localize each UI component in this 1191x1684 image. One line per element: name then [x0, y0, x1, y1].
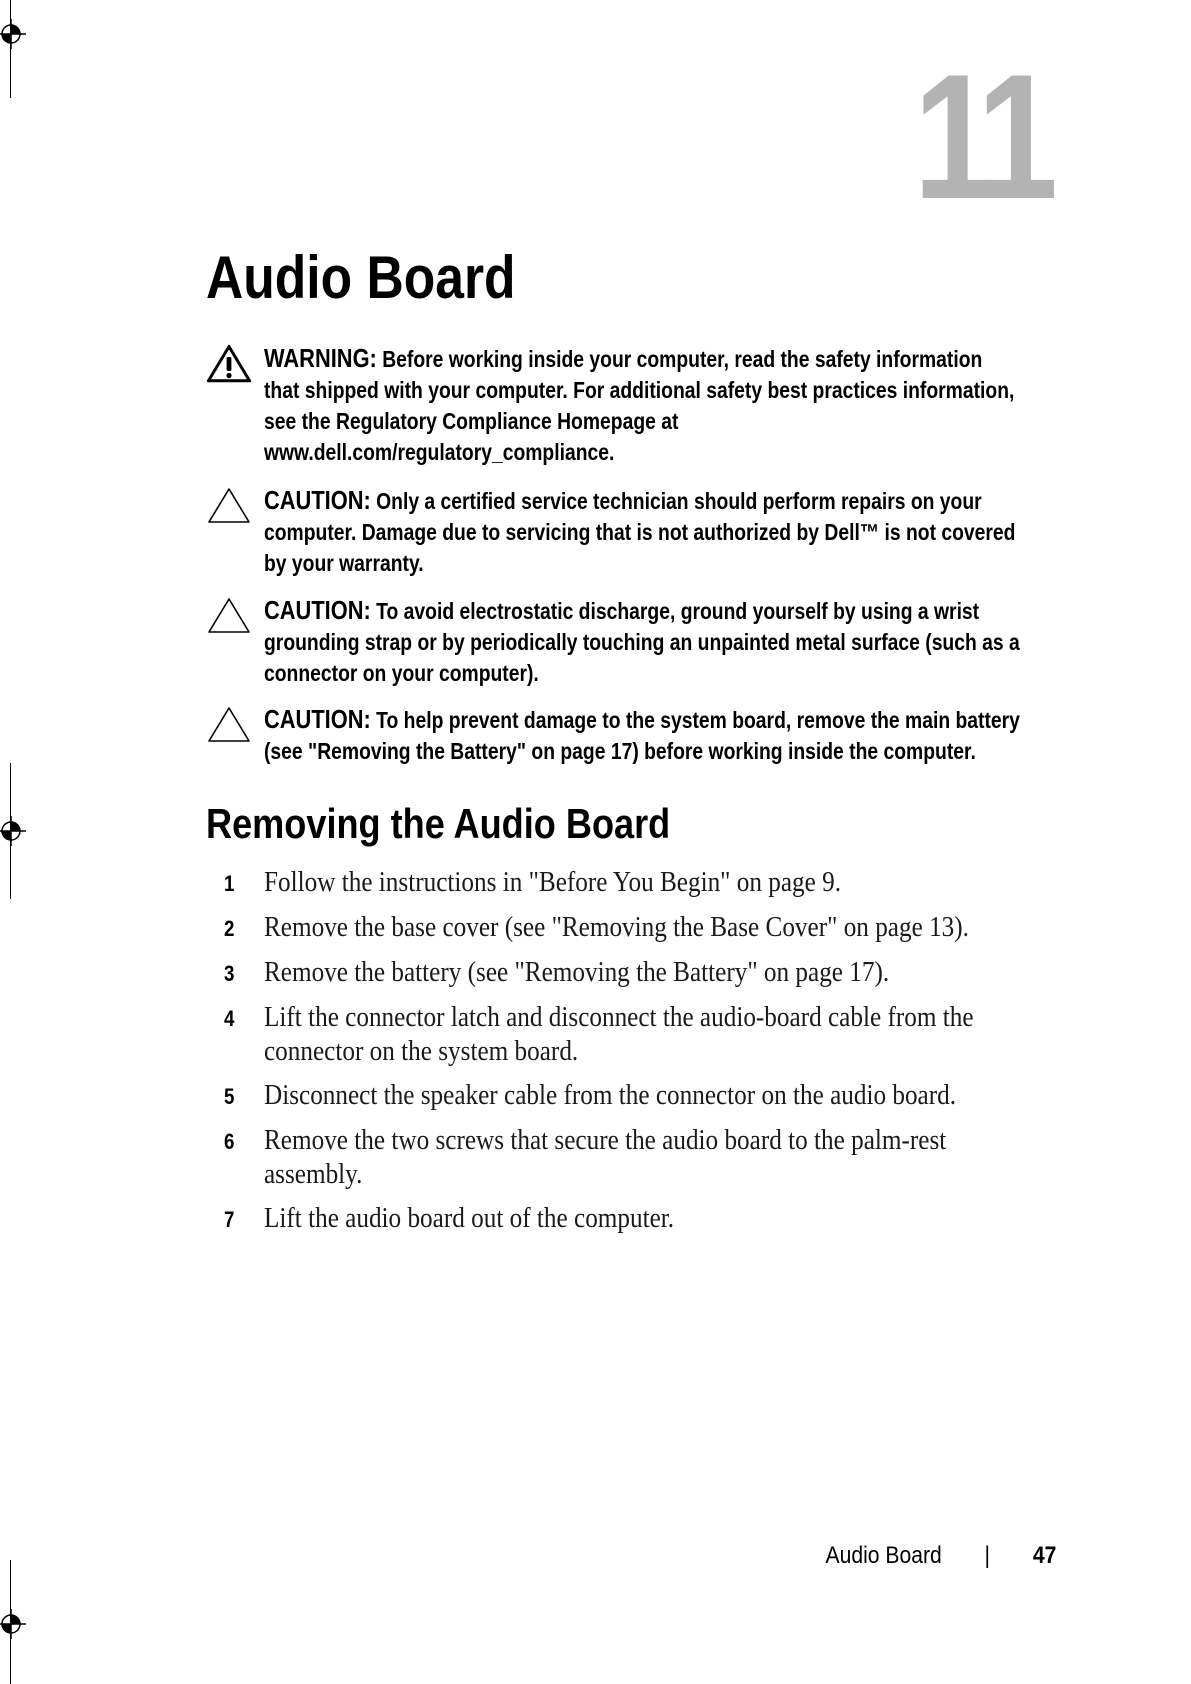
step-line: Follow the instructions in "Before You Begin" on page 9. — [264, 867, 842, 898]
caution-label: CAUTION: — [264, 595, 371, 625]
footer-separator: | — [984, 1542, 990, 1569]
step-line: Remove the two screws that secure the audio board to the palm-rest — [264, 1125, 947, 1156]
step-number: 1 — [224, 871, 235, 896]
caution-triangle-icon — [206, 595, 252, 635]
caution-triangle-icon — [206, 704, 252, 744]
step-line: assembly. — [264, 1159, 363, 1190]
page-footer — [825, 1541, 1056, 1571]
step-text — [264, 866, 1056, 900]
step-text — [264, 1202, 1056, 1236]
warning-label: WARNING: — [264, 343, 377, 373]
page-number: 47 — [1032, 1542, 1056, 1569]
step-line: Disconnect the speaker cable from the connector on the audio board. — [264, 1080, 957, 1111]
step-number: 4 — [224, 1006, 235, 1031]
caution-label: CAUTION: — [264, 704, 371, 734]
caution-label: CAUTION: — [264, 485, 371, 515]
step-text — [264, 911, 1056, 945]
crop-line — [10, 0, 11, 98]
step-number: 7 — [224, 1207, 235, 1232]
notice-line: Only a certified service technician should perform repairs on your — [376, 488, 982, 514]
step-number: 6 — [224, 1129, 235, 1154]
crop-line — [10, 763, 11, 899]
notice-line: Before working inside your computer, read the safety information — [382, 346, 983, 372]
notice-line: see the Regulatory Compliance Homepage at — [264, 408, 679, 434]
caution-text — [264, 595, 1087, 689]
step-text — [264, 1124, 1056, 1192]
step-text — [264, 1079, 1056, 1113]
notice-line: www.dell.com/regulatory_compliance. — [264, 439, 615, 465]
notice-line: (see "Removing the Battery" on page 17) before working inside the computer. — [264, 738, 976, 764]
notice-line: connector on your computer). — [264, 660, 539, 686]
step-text — [264, 1001, 1056, 1069]
notice-line: by your warranty. — [264, 550, 424, 576]
footer-title: Audio Board — [825, 1542, 942, 1569]
section-title: Removing the Audio Board — [206, 800, 671, 847]
notice-line: To avoid electrostatic discharge, ground yourself by using a wrist — [376, 598, 980, 624]
crop-line — [10, 1560, 11, 1684]
registration-mark-icon — [0, 816, 26, 846]
notice-line: that shipped with your computer. For additional safety best practices information, — [264, 377, 1015, 403]
step-line: connector on the system board. — [264, 1036, 579, 1067]
step-text — [264, 956, 1056, 990]
step-line: Remove the battery (see "Removing the Battery" on page 17). — [264, 957, 890, 988]
registration-mark-icon — [0, 1609, 26, 1639]
step-number: 3 — [224, 961, 235, 986]
step-line: Remove the base cover (see "Removing the Base Cover" on page 13). — [264, 912, 969, 943]
caution-text — [264, 485, 1087, 579]
warning-triangle-icon — [206, 343, 252, 383]
registration-mark-icon — [0, 19, 26, 49]
step-number: 5 — [224, 1084, 235, 1109]
step-line: Lift the audio board out of the computer. — [264, 1203, 675, 1234]
caution-triangle-icon — [206, 485, 252, 525]
notice-line: computer. Damage due to servicing that is not authorized by Dell™ is not covered — [264, 519, 1016, 545]
chapter-title: Audio Board — [206, 244, 516, 311]
chapter-number: 11 — [913, 37, 1048, 236]
warning-text — [264, 343, 1087, 468]
notice-line: grounding strap or by periodically touching an unpainted metal surface (such as a — [264, 629, 1020, 655]
step-line: Lift the connector latch and disconnect the audio-board cable from the — [264, 1002, 974, 1033]
caution-text — [264, 704, 1087, 767]
step-number: 2 — [224, 916, 235, 941]
notice-line: To help prevent damage to the system board, remove the main battery — [376, 707, 1020, 733]
